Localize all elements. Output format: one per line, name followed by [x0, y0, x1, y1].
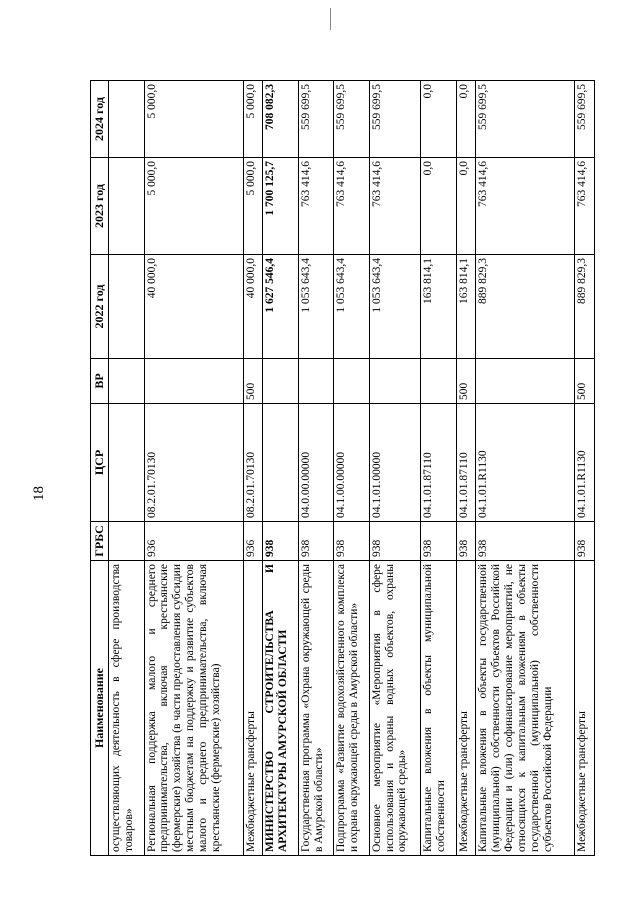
row-vr-cell — [369, 359, 420, 404]
row-name-cell: Подпрограмма «Развитие водохозяйственного комплекса и охрана окружающей среды в Амурской области» — [334, 561, 370, 856]
row-2023-cell: 0,0 — [421, 158, 457, 255]
row-name-cell: Региональная поддержка малого и среднего предпринимательства, включая крестьянские (фермерские) хозяйства (в части предоставления субсидии местным бюджетам на поддержку и развитие субъектов малого и среднего предпринимательства, включая крестьянские (фермерские) хозяйства) — [144, 561, 243, 856]
table-row — [421, 81, 457, 856]
row-grbs-cell: 938 — [456, 522, 476, 561]
row-2024-cell: 0,0 — [421, 81, 457, 158]
row-2024-cell: 5 000,0 — [243, 81, 263, 158]
row-grbs-cell: 938 — [575, 522, 595, 561]
row-csr-cell: 08.2.01.70130 — [144, 404, 243, 522]
row-vr-cell — [298, 359, 334, 404]
row-grbs-cell: 938 — [421, 522, 457, 561]
row-2023-cell: 763 414,6 — [476, 158, 575, 255]
table-row — [575, 81, 595, 856]
row-2022-cell: 1 053 643,4 — [369, 255, 420, 359]
row-2024-cell — [109, 81, 145, 158]
row-vr-cell — [421, 359, 457, 404]
row-grbs-cell: 938 — [298, 522, 334, 561]
budget-table — [90, 80, 595, 856]
row-2023-cell: 5 000,0 — [243, 158, 263, 255]
table-row — [369, 81, 420, 856]
row-csr-cell: 04.0.00.00000 — [298, 404, 334, 522]
row-2023-cell: 763 414,6 — [575, 158, 595, 255]
header-name: Наименование — [91, 561, 109, 856]
row-2022-cell: 1 627 546,4 — [263, 255, 299, 359]
table-row — [298, 81, 334, 856]
row-grbs-cell — [109, 522, 145, 561]
row-2022-cell: 1 053 643,4 — [334, 255, 370, 359]
row-2024-cell: 559 699,5 — [476, 81, 575, 158]
header-2023: 2023 год — [91, 158, 109, 255]
header-vr: ВР — [91, 359, 109, 404]
row-2024-cell: 708 082,3 — [263, 81, 299, 158]
row-2024-cell: 559 699,5 — [575, 81, 595, 158]
row-2022-cell: 163 814,1 — [456, 255, 476, 359]
row-2024-cell: 559 699,5 — [334, 81, 370, 158]
row-vr-cell — [109, 359, 145, 404]
row-csr-cell — [109, 404, 145, 522]
table-header-row — [91, 81, 109, 856]
row-2022-cell: 889 829,3 — [476, 255, 575, 359]
row-grbs-cell: 938 — [369, 522, 420, 561]
row-csr-cell — [263, 404, 299, 522]
row-2022-cell: 163 814,1 — [421, 255, 457, 359]
table-row — [334, 81, 370, 856]
row-2023-cell: 763 414,6 — [369, 158, 420, 255]
row-2024-cell: 5 000,0 — [144, 81, 243, 158]
row-grbs-cell: 936 — [144, 522, 243, 561]
row-2024-cell: 559 699,5 — [369, 81, 420, 158]
header-2022: 2022 год — [91, 255, 109, 359]
row-2022-cell: 40 000,0 — [243, 255, 263, 359]
header-grbs: ГРБС — [91, 522, 109, 561]
row-name-cell: Основное мероприятие «Мероприятия в сфере использования и охраны водных объектов, охраны окружающей среды» — [369, 561, 420, 856]
page-number: 18 — [31, 486, 47, 501]
row-name-cell: Капитальные вложения в объекты государственной (муниципальной) собственности субъектов Российской Федерации и (или) софинансирование мероприятий, не относящихся к капитальным вложениям в объекты государственной (муниципальной) собственности субъектов Российской Федерации — [476, 561, 575, 856]
row-name-cell: МИНИСТЕРСТВО СТРОИТЕЛЬСТВА И АРХИТЕКТУРЫ АМУРСКОЙ ОБЛАСТИ — [263, 561, 299, 856]
row-csr-cell: 04.1.01.R1130 — [575, 404, 595, 522]
row-2023-cell: 1 700 125,7 — [263, 158, 299, 255]
row-2023-cell: 763 414,6 — [298, 158, 334, 255]
table-row — [243, 81, 263, 856]
row-grbs-cell: 938 — [334, 522, 370, 561]
row-vr-cell — [476, 359, 575, 404]
row-grbs-cell: 936 — [243, 522, 263, 561]
row-name-cell: Государственная программа «Охрана окружающей среды в Амурской области» — [298, 561, 334, 856]
row-2023-cell: 0,0 — [456, 158, 476, 255]
row-name-cell: Межбюджетные трансферты — [575, 561, 595, 856]
row-2022-cell: 1 053 643,4 — [298, 255, 334, 359]
row-2023-cell — [109, 158, 145, 255]
row-2022-cell: 889 829,3 — [575, 255, 595, 359]
row-vr-cell — [334, 359, 370, 404]
top-mark — [330, 8, 331, 30]
row-vr-cell: 500 — [575, 359, 595, 404]
table-row — [456, 81, 476, 856]
table-row — [109, 81, 145, 856]
header-csr: ЦСР — [91, 404, 109, 522]
row-2024-cell: 559 699,5 — [298, 81, 334, 158]
row-2022-cell — [109, 255, 145, 359]
row-2022-cell: 40 000,0 — [144, 255, 243, 359]
table-row — [476, 81, 575, 856]
row-2023-cell: 5 000,0 — [144, 158, 243, 255]
row-vr-cell — [144, 359, 243, 404]
row-name-cell: Капитальные вложения в объекты муниципальной собственности — [421, 561, 457, 856]
row-2023-cell: 763 414,6 — [334, 158, 370, 255]
row-name-cell: Межбюджетные трансферты — [243, 561, 263, 856]
row-grbs-cell: 938 — [476, 522, 575, 561]
row-name-cell: Межбюджетные трансферты — [456, 561, 476, 856]
row-csr-cell: 04.1.01.00000 — [369, 404, 420, 522]
row-vr-cell: 500 — [456, 359, 476, 404]
row-vr-cell — [263, 359, 299, 404]
row-grbs-cell: 938 — [263, 522, 299, 561]
row-vr-cell: 500 — [243, 359, 263, 404]
row-2024-cell: 0,0 — [456, 81, 476, 158]
row-csr-cell: 04.1.01.87110 — [456, 404, 476, 522]
table-row — [144, 81, 243, 856]
row-csr-cell: 04.1.00.00000 — [334, 404, 370, 522]
table-row — [263, 81, 299, 856]
row-csr-cell: 04.1.01.R1130 — [476, 404, 575, 522]
row-name-cell: осуществляющих деятельность в сфере производства товаров» — [109, 561, 145, 856]
header-2024: 2024 год — [91, 81, 109, 158]
row-csr-cell: 04.1.01.87110 — [421, 404, 457, 522]
budget-table-sheet — [90, 81, 595, 856]
row-csr-cell: 08.2.01.70130 — [243, 404, 263, 522]
